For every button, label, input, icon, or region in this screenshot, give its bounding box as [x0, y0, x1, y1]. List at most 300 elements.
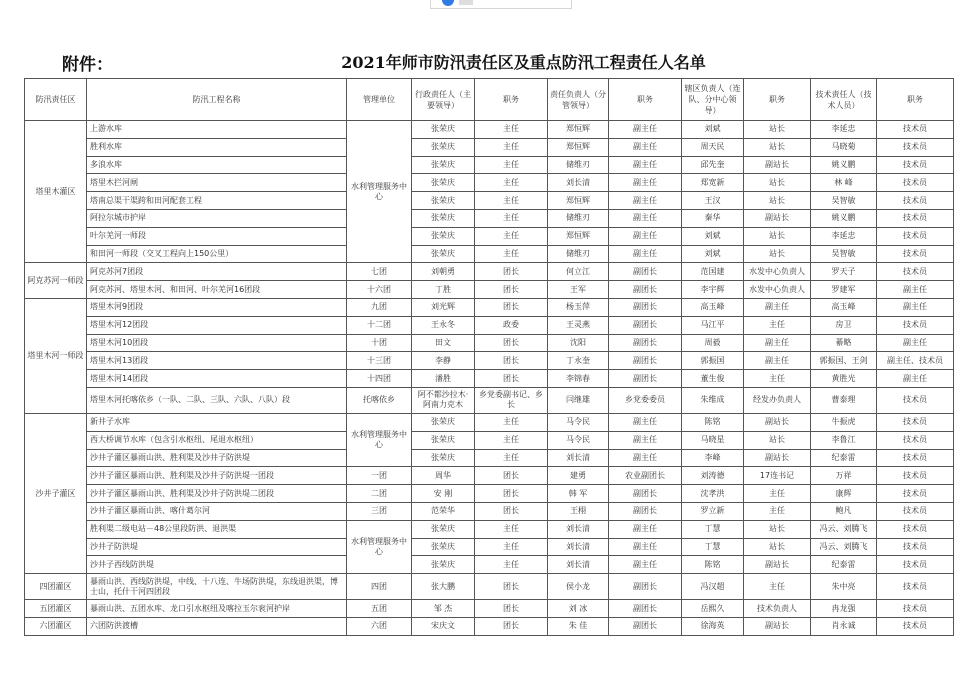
area-cell: 刘涛德	[682, 467, 744, 485]
col-header: 辖区负责人（连队、分中心领导）	[682, 79, 744, 121]
resp-title-cell: 农业副团长	[609, 467, 682, 485]
area-title-cell: 副站长	[744, 413, 811, 431]
resp-title-cell: 副团长	[609, 485, 682, 503]
attachment-label: 附件：	[62, 55, 113, 75]
table-row	[25, 431, 954, 449]
admin-cell: 张荣庆	[412, 192, 475, 210]
table-row	[25, 316, 954, 334]
tech-cell: 姚义鹏	[811, 156, 877, 174]
col-header: 职务	[609, 79, 682, 121]
project-name-cell: 阿克苏河、塔里木河、和田河、叶尔羌河16团段	[87, 281, 347, 299]
resp-title-cell: 副主任	[609, 556, 682, 574]
area-cell: 王汉	[682, 192, 744, 210]
tech-title-cell: 技术员	[877, 617, 954, 635]
tech-title-cell: 技术员	[877, 209, 954, 227]
admin-cell: 张荣庆	[412, 121, 475, 139]
resp-title-cell: 副团长	[609, 617, 682, 635]
resp-cell: 郑恒辉	[548, 192, 609, 210]
area-cell: 邱先奎	[682, 156, 744, 174]
col-header: 职务	[475, 79, 548, 121]
tech-cell: 朱中亮	[811, 574, 877, 600]
resp-title-cell: 副主任	[609, 245, 682, 263]
admin-cell: 田文	[412, 334, 475, 352]
resp-cell: 刘 冰	[548, 600, 609, 618]
responsibility-table	[24, 78, 954, 636]
resp-cell: 储维刃	[548, 245, 609, 263]
tech-title-cell: 技术员	[877, 138, 954, 156]
col-header: 行政责任人（主要领导）	[412, 79, 475, 121]
project-name-cell: 新井子水库	[87, 413, 347, 431]
tech-cell: 林 峰	[811, 174, 877, 192]
resp-cell: 丁永奎	[548, 352, 609, 370]
area-title-cell: 站长	[744, 192, 811, 210]
tech-title-cell: 技术员	[877, 174, 954, 192]
area-cell: 马江平	[682, 316, 744, 334]
admin-title-cell: 主任	[475, 449, 548, 467]
tech-cell: 曹泰理	[811, 387, 877, 413]
tech-cell: 李延忠	[811, 121, 877, 139]
area-cell: 岳熙久	[682, 600, 744, 618]
table-row	[25, 209, 954, 227]
admin-cell: 张荣庆	[412, 520, 475, 538]
zone-cell: 五团灌区	[25, 600, 87, 618]
resp-cell: 马令民	[548, 431, 609, 449]
admin-cell: 张荣庆	[412, 431, 475, 449]
resp-cell: 刘长清	[548, 538, 609, 556]
placeholder-icon	[459, 0, 473, 5]
resp-cell: 郑恒辉	[548, 121, 609, 139]
admin-title-cell: 主任	[475, 431, 548, 449]
area-cell: 刘斌	[682, 121, 744, 139]
area-title-cell: 站长	[744, 520, 811, 538]
area-title-cell: 站长	[744, 538, 811, 556]
table-row	[25, 485, 954, 503]
table-row	[25, 617, 954, 635]
admin-title-cell: 团长	[475, 467, 548, 485]
admin-cell: 张荣庆	[412, 209, 475, 227]
admin-title-cell: 主任	[475, 538, 548, 556]
area-title-cell: 主任	[744, 502, 811, 520]
zone-cell: 四团灌区	[25, 574, 87, 600]
project-name-cell: 多浪水库	[87, 156, 347, 174]
area-title-cell: 站长	[744, 227, 811, 245]
col-header: 防汛责任区	[25, 79, 87, 121]
resp-cell: 李锦春	[548, 370, 609, 388]
table-row	[25, 556, 954, 574]
project-name-cell: 沙井子灌区暴雨山洪、胜利渠及沙井子防洪堤一团段	[87, 467, 347, 485]
admin-cell: 张荣庆	[412, 245, 475, 263]
resp-cell: 侯小龙	[548, 574, 609, 600]
project-name-cell: 塔里木河托喀依乡（一队、二队、三队、六队、八队）段	[87, 387, 347, 413]
blue-circle-icon	[442, 0, 454, 6]
admin-cell: 邹 杰	[412, 600, 475, 618]
project-name-cell: 塔里木河14团段	[87, 370, 347, 388]
project-name-cell: 沙井子灌区暴雨山洪、喀什葛尔河	[87, 502, 347, 520]
table-row	[25, 263, 954, 281]
resp-cell: 郑恒辉	[548, 227, 609, 245]
tech-cell: 李鲁江	[811, 431, 877, 449]
tech-title-cell: 技术员	[877, 227, 954, 245]
tech-title-cell: 技术员	[877, 413, 954, 431]
table-row	[25, 156, 954, 174]
admin-cell: 王永冬	[412, 316, 475, 334]
tech-title-cell: 副主任	[877, 370, 954, 388]
resp-cell: 建勇	[548, 467, 609, 485]
resp-cell: 王灵燕	[548, 316, 609, 334]
resp-title-cell: 副团长	[609, 600, 682, 618]
resp-cell: 刘长清	[548, 556, 609, 574]
area-title-cell: 17连书记	[744, 467, 811, 485]
project-name-cell: 西大桥调节水库（包含引水枢纽、尾退水枢纽）	[87, 431, 347, 449]
project-name-cell: 沙井子灌区暴雨山洪、胜利渠及沙井子防洪堤二团段	[87, 485, 347, 503]
tech-cell: 黄胜光	[811, 370, 877, 388]
resp-title-cell: 副主任	[609, 538, 682, 556]
admin-title-cell: 团长	[475, 502, 548, 520]
tech-title-cell: 副主任	[877, 298, 954, 316]
browser-toolbar-tab[interactable]	[430, 0, 572, 9]
resp-title-cell: 副团长	[609, 502, 682, 520]
management-unit-cell: 三团	[347, 502, 412, 520]
area-title-cell: 主任	[744, 574, 811, 600]
area-title-cell: 水发中心负责人	[744, 263, 811, 281]
project-name-cell: 暴雨山洪、五团水库、龙口引水枢纽及喀拉玉尔衮河护岸	[87, 600, 347, 618]
table-row	[25, 370, 954, 388]
tech-cell: 肖永诚	[811, 617, 877, 635]
tech-title-cell: 副主任	[877, 334, 954, 352]
admin-cell: 张荣庆	[412, 156, 475, 174]
management-unit-cell: 水利管理服务中心	[347, 413, 412, 466]
tech-title-cell: 技术员	[877, 156, 954, 174]
management-unit-cell: 十团	[347, 334, 412, 352]
resp-cell: 闫继雄	[548, 387, 609, 413]
admin-title-cell: 团长	[475, 617, 548, 635]
area-title-cell: 副站长	[744, 617, 811, 635]
admin-cell: 刘光辉	[412, 298, 475, 316]
admin-cell: 张荣庆	[412, 449, 475, 467]
area-title-cell: 站长	[744, 121, 811, 139]
project-name-cell: 塔里木河9团段	[87, 298, 347, 316]
management-unit-cell: 九团	[347, 298, 412, 316]
admin-title-cell: 主任	[475, 121, 548, 139]
admin-cell: 安 刚	[412, 485, 475, 503]
admin-title-cell: 主任	[475, 174, 548, 192]
area-cell: 高玉峰	[682, 298, 744, 316]
tech-cell: 綦略	[811, 334, 877, 352]
admin-cell: 刘朝勇	[412, 263, 475, 281]
area-cell: 冯汉超	[682, 574, 744, 600]
table-row	[25, 121, 954, 139]
admin-title-cell: 主任	[475, 556, 548, 574]
area-title-cell: 站长	[744, 138, 811, 156]
area-cell: 郑宽新	[682, 174, 744, 192]
area-cell: 马晓星	[682, 431, 744, 449]
resp-cell: 郑恒辉	[548, 138, 609, 156]
admin-title-cell: 主任	[475, 156, 548, 174]
area-title-cell: 站长	[744, 174, 811, 192]
table-row	[25, 352, 954, 370]
area-title-cell: 站长	[744, 245, 811, 263]
tech-title-cell: 技术员	[877, 556, 954, 574]
table-row	[25, 174, 954, 192]
tech-cell: 万祥	[811, 467, 877, 485]
area-cell: 丁慧	[682, 520, 744, 538]
resp-cell: 沈阳	[548, 334, 609, 352]
resp-title-cell: 副主任	[609, 174, 682, 192]
resp-cell: 刘长清	[548, 174, 609, 192]
area-cell: 刘斌	[682, 245, 744, 263]
management-unit-cell: 水利管理服务中心	[347, 121, 412, 263]
table-row	[25, 413, 954, 431]
area-title-cell: 主任	[744, 316, 811, 334]
area-cell: 周毅	[682, 334, 744, 352]
area-title-cell: 站长	[744, 431, 811, 449]
admin-title-cell: 主任	[475, 209, 548, 227]
col-header: 职务	[744, 79, 811, 121]
management-unit-cell: 水利管理服务中心	[347, 520, 412, 573]
admin-cell: 张大鹏	[412, 574, 475, 600]
project-name-cell: 阿拉尔城市护岸	[87, 209, 347, 227]
tech-title-cell: 技术员	[877, 485, 954, 503]
admin-title-cell: 主任	[475, 192, 548, 210]
area-cell: 陈铭	[682, 556, 744, 574]
project-name-cell: 胜利水库	[87, 138, 347, 156]
project-name-cell: 塔里木河12团段	[87, 316, 347, 334]
area-cell: 周天民	[682, 138, 744, 156]
area-title-cell: 水发中心负责人	[744, 281, 811, 299]
area-title-cell: 副站长	[744, 556, 811, 574]
tech-title-cell: 技术员	[877, 263, 954, 281]
admin-title-cell: 团长	[475, 574, 548, 600]
management-unit-cell: 一团	[347, 467, 412, 485]
admin-title-cell: 主任	[475, 245, 548, 263]
zone-cell: 塔里木灌区	[25, 121, 87, 263]
admin-title-cell: 团长	[475, 352, 548, 370]
project-name-cell: 沙井子防洪堤	[87, 538, 347, 556]
tech-title-cell: 技术员	[877, 316, 954, 334]
resp-cell: 杨玉萍	[548, 298, 609, 316]
management-unit-cell: 四团	[347, 574, 412, 600]
resp-title-cell: 副团长	[609, 263, 682, 281]
project-name-cell: 六团防洪渡槽	[87, 617, 347, 635]
project-name-cell: 叶尔羌河一师段	[87, 227, 347, 245]
project-name-cell: 塔里木拦河闸	[87, 174, 347, 192]
resp-cell: 储维刃	[548, 156, 609, 174]
resp-title-cell: 副主任	[609, 121, 682, 139]
project-name-cell: 阿克苏河7团段	[87, 263, 347, 281]
tech-cell: 冯云、刘腾飞	[811, 520, 877, 538]
resp-cell: 马令民	[548, 413, 609, 431]
tech-cell: 姚义鹏	[811, 209, 877, 227]
table-row	[25, 281, 954, 299]
area-cell: 刘斌	[682, 227, 744, 245]
resp-title-cell: 乡党委委员	[609, 387, 682, 413]
tech-cell: 鲍凡	[811, 502, 877, 520]
management-unit-cell: 十四团	[347, 370, 412, 388]
resp-title-cell: 副主任	[609, 209, 682, 227]
management-unit-cell: 五团	[347, 600, 412, 618]
table-row	[25, 520, 954, 538]
table-row	[25, 387, 954, 413]
tech-cell: 高玉峰	[811, 298, 877, 316]
management-unit-cell: 托喀依乡	[347, 387, 412, 413]
project-name-cell: 沙井子灌区暴雨山洪、胜利渠及沙井子防洪堤	[87, 449, 347, 467]
tech-title-cell: 副主任	[877, 281, 954, 299]
tech-title-cell: 技术员	[877, 502, 954, 520]
tech-cell: 马晓菊	[811, 138, 877, 156]
area-title-cell: 主任	[744, 370, 811, 388]
zone-cell: 塔里木河一师段	[25, 298, 87, 413]
col-header: 技术责任人（技术人员）	[811, 79, 877, 121]
col-header: 责任负责人（分管领导）	[548, 79, 609, 121]
project-name-cell: 塔里木河10团段	[87, 334, 347, 352]
tech-title-cell: 技术员	[877, 387, 954, 413]
resp-title-cell: 副团长	[609, 281, 682, 299]
admin-cell: 张荣庆	[412, 138, 475, 156]
area-title-cell: 副主任	[744, 298, 811, 316]
col-header: 管理单位	[347, 79, 412, 121]
table-row	[25, 138, 954, 156]
table-row	[25, 502, 954, 520]
admin-cell: 张荣庆	[412, 538, 475, 556]
project-name-cell: 暴雨山洪、西线防洪堤，中线、十八连、牛场防洪堤，东线退洪渠，博士山，托什干河四团段	[87, 574, 347, 600]
resp-title-cell: 副主任	[609, 138, 682, 156]
admin-title-cell: 主任	[475, 413, 548, 431]
zone-cell: 六团灌区	[25, 617, 87, 635]
tech-cell: 罗天子	[811, 263, 877, 281]
resp-cell: 王栩	[548, 502, 609, 520]
tech-cell: 郭振国、王剑	[811, 352, 877, 370]
tech-cell: 房卫	[811, 316, 877, 334]
management-unit-cell: 十二团	[347, 316, 412, 334]
admin-cell: 潘胜	[412, 370, 475, 388]
resp-cell: 朱 佳	[548, 617, 609, 635]
tech-cell: 李延忠	[811, 227, 877, 245]
area-cell: 陈铭	[682, 413, 744, 431]
area-title-cell: 副站长	[744, 449, 811, 467]
tech-cell: 康辉	[811, 485, 877, 503]
resp-title-cell: 副主任	[609, 431, 682, 449]
resp-cell: 储维刃	[548, 209, 609, 227]
admin-title-cell: 政委	[475, 316, 548, 334]
admin-title-cell: 团长	[475, 263, 548, 281]
resp-cell: 韩 军	[548, 485, 609, 503]
admin-title-cell: 团长	[475, 334, 548, 352]
tech-title-cell: 技术员	[877, 467, 954, 485]
admin-cell: 李静	[412, 352, 475, 370]
tech-title-cell: 技术员	[877, 192, 954, 210]
project-name-cell: 上游水库	[87, 121, 347, 139]
resp-title-cell: 副团长	[609, 574, 682, 600]
admin-title-cell: 乡党委副书记、乡长	[475, 387, 548, 413]
tech-cell: 罗建军	[811, 281, 877, 299]
admin-title-cell: 主任	[475, 138, 548, 156]
admin-cell: 宋庆文	[412, 617, 475, 635]
admin-cell: 阿不都沙拉木·阿南力克木	[412, 387, 475, 413]
table-row	[25, 192, 954, 210]
area-cell: 罗立新	[682, 502, 744, 520]
tech-cell: 纪泰雷	[811, 449, 877, 467]
area-cell: 秦华	[682, 209, 744, 227]
tech-title-cell: 副主任、技术员	[877, 352, 954, 370]
area-title-cell: 副主任	[744, 334, 811, 352]
management-unit-cell: 十六团	[347, 281, 412, 299]
table-header-row	[25, 79, 954, 121]
col-header: 职务	[877, 79, 954, 121]
admin-title-cell: 团长	[475, 298, 548, 316]
page-title: 2021年师市防汛责任区及重点防汛工程责任人名单	[341, 53, 706, 72]
admin-cell: 丁胜	[412, 281, 475, 299]
resp-title-cell: 副主任	[609, 192, 682, 210]
col-header: 防汛工程名称	[87, 79, 347, 121]
area-cell: 董生俊	[682, 370, 744, 388]
management-unit-cell: 十三团	[347, 352, 412, 370]
tech-title-cell: 技术员	[877, 431, 954, 449]
admin-cell: 张荣庆	[412, 413, 475, 431]
table-row	[25, 574, 954, 600]
tech-title-cell: 技术员	[877, 574, 954, 600]
tech-title-cell: 技术员	[877, 121, 954, 139]
management-unit-cell: 六团	[347, 617, 412, 635]
tech-cell: 冯云、刘腾飞	[811, 538, 877, 556]
tech-cell: 纪泰雷	[811, 556, 877, 574]
resp-title-cell: 副团长	[609, 298, 682, 316]
tech-cell: 牛振虎	[811, 413, 877, 431]
admin-title-cell: 团长	[475, 485, 548, 503]
resp-cell: 何立江	[548, 263, 609, 281]
admin-cell: 张荣庆	[412, 227, 475, 245]
admin-title-cell: 主任	[475, 227, 548, 245]
admin-cell: 张荣庆	[412, 174, 475, 192]
tech-cell: 吴智敏	[811, 245, 877, 263]
table-row	[25, 334, 954, 352]
area-title-cell: 副站长	[744, 156, 811, 174]
management-unit-cell: 二团	[347, 485, 412, 503]
area-cell: 朱维成	[682, 387, 744, 413]
project-name-cell: 塔南总渠干渠跨和田河配套工程	[87, 192, 347, 210]
area-cell: 沈孝洪	[682, 485, 744, 503]
area-cell: 郭振国	[682, 352, 744, 370]
tech-title-cell: 技术员	[877, 538, 954, 556]
admin-title-cell: 主任	[475, 520, 548, 538]
area-cell: 徐海英	[682, 617, 744, 635]
admin-title-cell: 团长	[475, 370, 548, 388]
zone-cell: 沙井子灌区	[25, 413, 87, 573]
resp-title-cell: 副主任	[609, 449, 682, 467]
management-unit-cell: 七团	[347, 263, 412, 281]
table-row	[25, 467, 954, 485]
admin-cell: 张荣庆	[412, 556, 475, 574]
table-row	[25, 449, 954, 467]
tech-cell: 冉龙强	[811, 600, 877, 618]
area-title-cell: 技术负责人	[744, 600, 811, 618]
area-title-cell: 主任	[744, 485, 811, 503]
admin-cell: 周华	[412, 467, 475, 485]
resp-title-cell: 副团长	[609, 334, 682, 352]
resp-title-cell: 副主任	[609, 227, 682, 245]
admin-title-cell: 团长	[475, 281, 548, 299]
area-cell: 丁慧	[682, 538, 744, 556]
project-name-cell: 塔里木河13团段	[87, 352, 347, 370]
area-cell: 范国建	[682, 263, 744, 281]
resp-title-cell: 副团长	[609, 316, 682, 334]
admin-cell: 范荣华	[412, 502, 475, 520]
tech-title-cell: 技术员	[877, 245, 954, 263]
table-row	[25, 245, 954, 263]
resp-title-cell: 副团长	[609, 370, 682, 388]
admin-title-cell: 团长	[475, 600, 548, 618]
project-name-cell: 和田河一师段（交叉工程向上150公里）	[87, 245, 347, 263]
area-title-cell: 副主任	[744, 352, 811, 370]
